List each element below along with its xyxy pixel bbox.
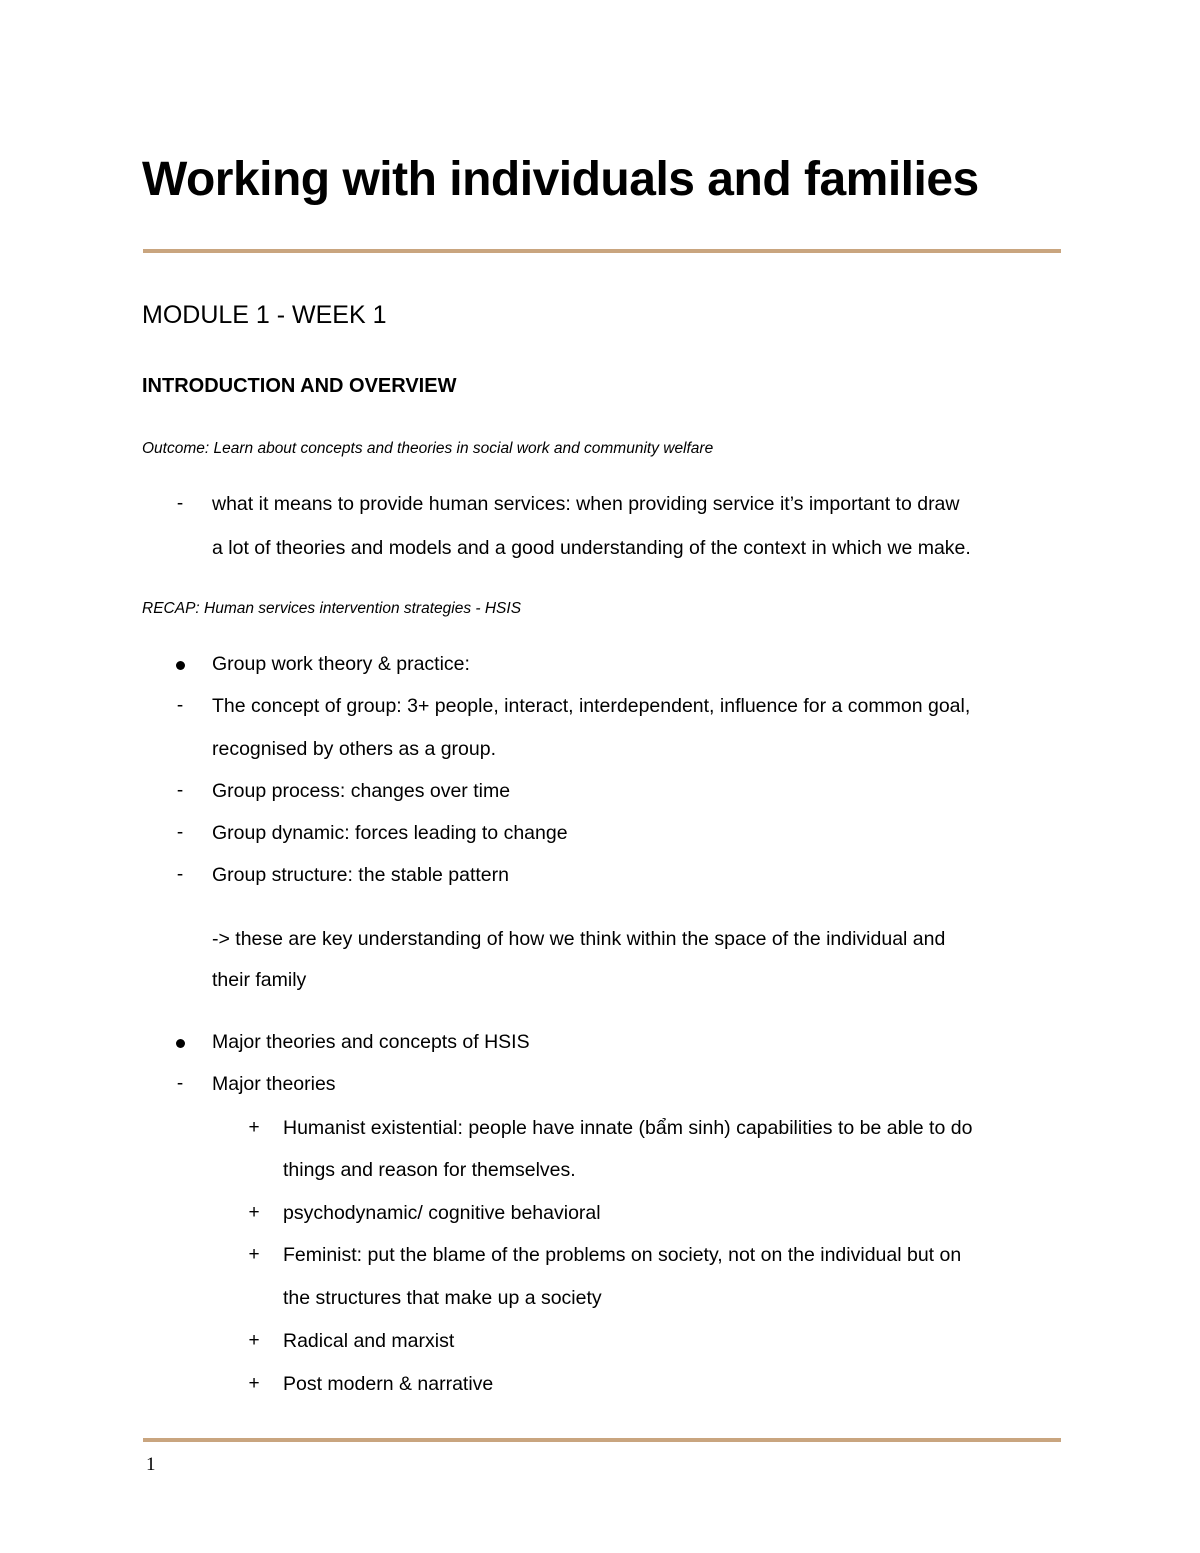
plus-marker: + bbox=[248, 1330, 260, 1351]
theories-heading: Major theories and concepts of HSIS bbox=[212, 1031, 530, 1053]
group-item-line: Group structure: the stable pattern bbox=[212, 864, 509, 886]
group-heading: Group work theory & practice: bbox=[212, 653, 470, 675]
theory-line: Feminist: put the blame of the problems on society, not on the individual but on bbox=[283, 1244, 962, 1266]
plus-marker: + bbox=[248, 1117, 260, 1138]
theory-line: things and reason for themselves. bbox=[283, 1159, 576, 1181]
theories-item: Major theories bbox=[212, 1073, 336, 1095]
dash-marker: - bbox=[176, 1073, 184, 1094]
theory-line: Post modern & narrative bbox=[283, 1373, 494, 1395]
dash-marker: - bbox=[176, 780, 184, 801]
title-divider bbox=[143, 249, 1061, 253]
document-title: Working with individuals and families bbox=[142, 153, 979, 206]
group-item-line: Group process: changes over time bbox=[212, 780, 511, 802]
footer-divider bbox=[143, 1438, 1061, 1442]
plus-marker: + bbox=[248, 1202, 260, 1223]
dash-marker: - bbox=[176, 822, 184, 843]
section-heading: INTRODUCTION AND OVERVIEW bbox=[142, 375, 457, 397]
theory-line: psychodynamic/ cognitive behavioral bbox=[283, 1202, 601, 1224]
page-number: 1 bbox=[146, 1454, 156, 1475]
recap-text: RECAP: Human services intervention strategies - HSIS bbox=[142, 600, 522, 617]
bullet-icon bbox=[176, 661, 185, 670]
plus-marker: + bbox=[248, 1373, 260, 1394]
dash-marker: - bbox=[176, 493, 184, 514]
outcome-text: Outcome: Learn about concepts and theories in social work and community welfare bbox=[142, 440, 714, 457]
dash-marker: - bbox=[176, 695, 184, 716]
intro-line-2: a lot of theories and models and a good understanding of the context in which we make. bbox=[212, 537, 971, 559]
bullet-icon bbox=[176, 1039, 185, 1048]
theory-line: Radical and marxist bbox=[283, 1330, 455, 1352]
intro-line-1: what it means to provide human services: when providing service it’s important to draw bbox=[212, 493, 960, 515]
group-item-line: recognised by others as a group. bbox=[212, 738, 497, 760]
module-heading: MODULE 1 - WEEK 1 bbox=[142, 301, 387, 329]
dash-marker: - bbox=[176, 864, 184, 885]
note-line-2: their family bbox=[212, 969, 307, 991]
group-item-line: The concept of group: 3+ people, interact, interdependent, influence for a common goal, bbox=[212, 695, 971, 717]
theory-line: Humanist existential: people have innate (bẩm sinh) capabilities to be able to do bbox=[283, 1117, 973, 1139]
note-line-1: -> these are key understanding of how we think within the space of the individual and bbox=[212, 928, 946, 950]
plus-marker: + bbox=[248, 1244, 260, 1265]
theory-line: the structures that make up a society bbox=[283, 1287, 602, 1309]
group-item-line: Group dynamic: forces leading to change bbox=[212, 822, 568, 844]
